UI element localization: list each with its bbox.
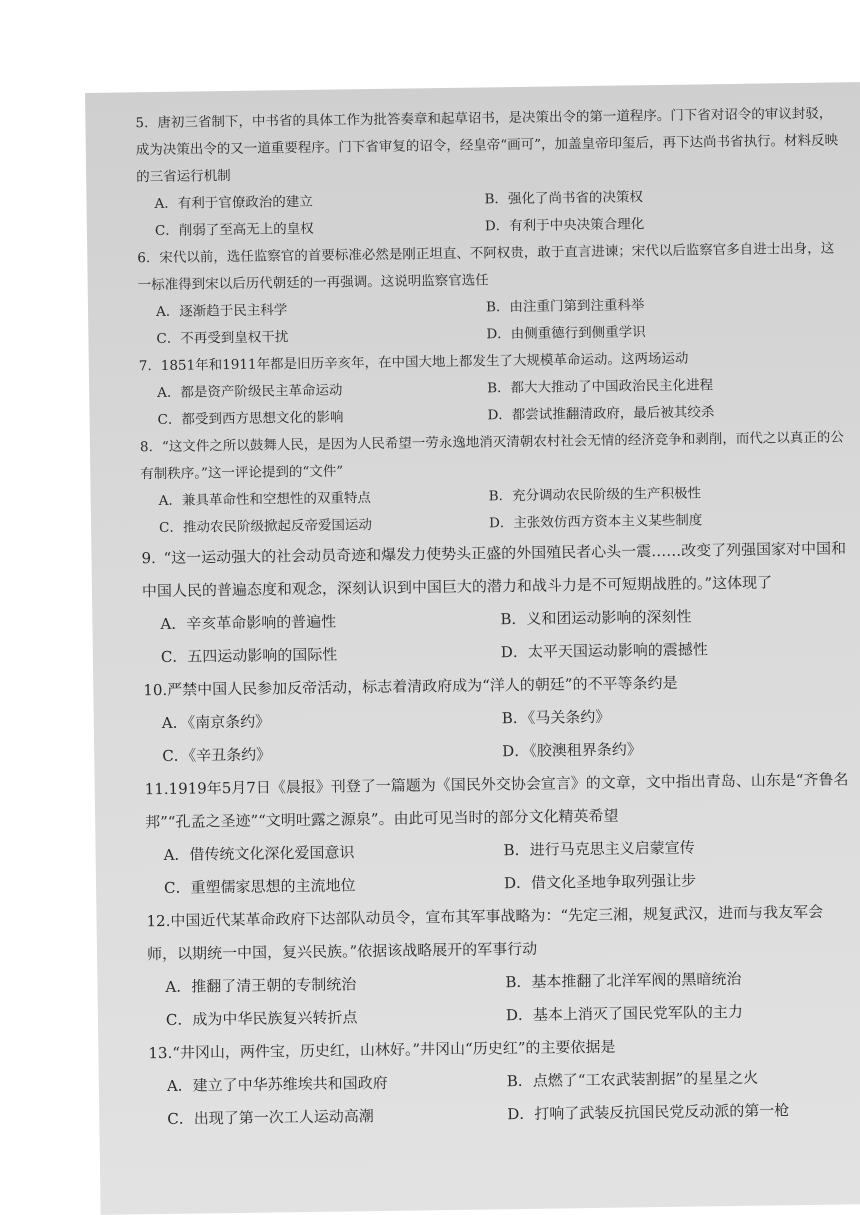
answer-option: C．都受到西方思想文化的影响 xyxy=(157,409,344,429)
answer-option: A．推翻了清王朝的专制统治 xyxy=(165,975,357,996)
answer-option: A．有利于官僚政治的建立 xyxy=(154,193,313,213)
question-text: 1919年5月7日《晨报》刊登了一篇题为《国民外交协会宣言》的文章，文中指出青岛、山东是“齐鲁名邦”“孔孟之圣迹”“文明吐露之源泉”。由此可见当时的部分文化精英希望 xyxy=(145,770,849,832)
question-list xyxy=(135,100,854,1136)
question-text: 宋代以前，选任监察官的首要标准必然是刚正坦直、不阿权贵，敢于直言进谏；宋代以后监察官多自进士出身，这一标准得到宋以后历代朝廷的一再强调。这说明监察官选任 xyxy=(137,240,835,294)
answer-option: C．成为中华民族复兴转折点 xyxy=(165,1008,358,1029)
question-text: 严禁中国人民参加反帝活动，标志着清政府成为“洋人的朝廷”的不平等条约是 xyxy=(167,673,678,699)
answer-option: B．点燃了“工农武装割据”的星星之火 xyxy=(506,1068,759,1091)
answer-option: D．由侧重德行到侧重学识 xyxy=(486,324,646,343)
answer-option: A．兼具革命性和空想性的双重特点 xyxy=(158,490,372,510)
answer-option: A．建立了中华苏维埃共和国政府 xyxy=(166,1073,388,1095)
answer-option: C．《辛丑条约》 xyxy=(162,745,272,765)
option-list xyxy=(147,961,853,1037)
answer-option: A．都是资产阶级民主革命运动 xyxy=(157,382,343,402)
answer-option: C．重塑儒家思想的主流地位 xyxy=(163,876,356,897)
answer-option: D．太平天国运动影响的震撼性 xyxy=(500,640,708,662)
answer-option: B．基本推翻了北洋军阀的黑暗统治 xyxy=(505,969,742,992)
question-block xyxy=(139,343,845,434)
answer-option: C．不再受到皇权干扰 xyxy=(156,329,289,348)
answer-option: D．打响了武装反抗国民党反动派的第一枪 xyxy=(507,1101,790,1124)
question-block xyxy=(145,763,852,905)
answer-option: C．推动农民阶级掀起反帝爱国运动 xyxy=(158,517,373,537)
question-stem xyxy=(145,763,851,839)
answer-option: A．逐渐趋于民主科学 xyxy=(155,302,288,321)
answer-option: D．基本上消灭了国民党军队的主力 xyxy=(505,1002,744,1025)
question-stem xyxy=(140,424,846,488)
answer-option: A．借传统文化深化爱国意识 xyxy=(163,843,355,864)
option-list xyxy=(138,289,844,353)
question-number: 8. xyxy=(139,439,153,456)
answer-option: A．辛亥革命影响的普遍性 xyxy=(160,612,337,633)
question-stem xyxy=(135,100,841,191)
question-block xyxy=(148,1027,854,1136)
question-text: 唐初三省制下，中书省的具体工作为批答奏章和起草诏书，是决策出令的第一道程序。门下省对诏令的审议封驳，成为决策出令的又一道重要程序。门下省审复的诏令，经皇帝“画可”，加盖皇帝印玺后，再下达尚书省执行。材料反映的三省运行机制 xyxy=(135,105,839,186)
option-list xyxy=(141,478,847,542)
answer-option: C．削弱了至高无上的皇权 xyxy=(154,220,314,240)
answer-option: B．《马关条约》 xyxy=(501,707,611,728)
question-text: “井冈山，两件宝，历史红，山林好。”井冈山“历史红”的主要依据是 xyxy=(172,1037,616,1062)
answer-option: D．借文化圣地争取列强让步 xyxy=(503,871,697,893)
answer-option: B．强化了尚书省的决策权 xyxy=(484,189,644,208)
question-block xyxy=(140,424,846,542)
question-number: 10. xyxy=(143,680,168,700)
question-number: 12. xyxy=(146,911,171,931)
question-block xyxy=(141,532,848,674)
answer-option: C．五四运动影响的国际性 xyxy=(160,645,338,666)
question-stem xyxy=(146,895,852,971)
answer-option: B．由注重门第到注重科举 xyxy=(485,297,645,316)
question-number: 5. xyxy=(135,115,149,132)
question-block xyxy=(146,895,853,1037)
question-block xyxy=(143,664,849,773)
answer-option: D．有利于中央决策合理化 xyxy=(484,216,645,235)
question-stem xyxy=(137,235,843,299)
answer-option: A．《南京条约》 xyxy=(161,712,271,732)
option-list xyxy=(145,829,851,905)
answer-option: B．进行马克思主义启蒙宣传 xyxy=(503,838,695,860)
answer-option: D．《胶澳租界条约》 xyxy=(502,740,642,761)
option-list xyxy=(144,697,850,773)
question-number: 13. xyxy=(148,1043,173,1063)
answer-option: B．义和团运动影响的深刻性 xyxy=(500,607,692,629)
question-text: “这一运动强大的社会动员奇迹和爆发力使势头正盛的外国殖民者心头一震……改变了列强国家对中国和中国人民的普遍态度和观念，深刻认识到中国巨大的潜力和战斗力是不可短期战胜的。”这体现了 xyxy=(141,539,847,601)
question-block xyxy=(137,235,843,353)
option-list xyxy=(139,370,845,434)
option-list xyxy=(136,181,842,245)
question-number: 7. xyxy=(138,358,152,375)
answer-option: B．都大大推动了中国政治民主化进程 xyxy=(487,377,714,397)
exam-sheet xyxy=(85,82,860,1215)
question-number: 11. xyxy=(144,779,169,799)
question-stem xyxy=(141,532,847,608)
question-text: 1851年和1911年都是旧历辛亥年，在中国大地上都发生了大规模革命运动。这两场运动 xyxy=(160,350,689,374)
question-text: “这文件之所以鼓舞人民，是因为人民希望一劳永逸地消灭清朝农村社会无情的经济竞争和剥削，而代之以真正的公有制秩序。”这一评论提到的“文件” xyxy=(140,429,844,483)
question-number: 6. xyxy=(137,250,151,267)
question-text: 中国近代某革命政府下达部队动员令，宣布其军事战略为：“先定三湘，规复武汉，进而与我友军会师，以期统一中国，复兴民族。”依据该战略展开的军事行动 xyxy=(146,902,824,964)
option-list xyxy=(142,598,848,674)
option-list xyxy=(149,1060,855,1136)
question-block xyxy=(135,100,842,245)
answer-option: D．主张效仿西方资本主义某些制度 xyxy=(488,512,703,532)
answer-option: C．出现了第一次工人运动高潮 xyxy=(167,1107,374,1128)
question-number: 9. xyxy=(141,549,156,568)
answer-option: D．都尝试推翻清政府，最后被其绞杀 xyxy=(487,404,715,424)
answer-option: B．充分调动农民阶级的生产积极性 xyxy=(488,485,702,505)
